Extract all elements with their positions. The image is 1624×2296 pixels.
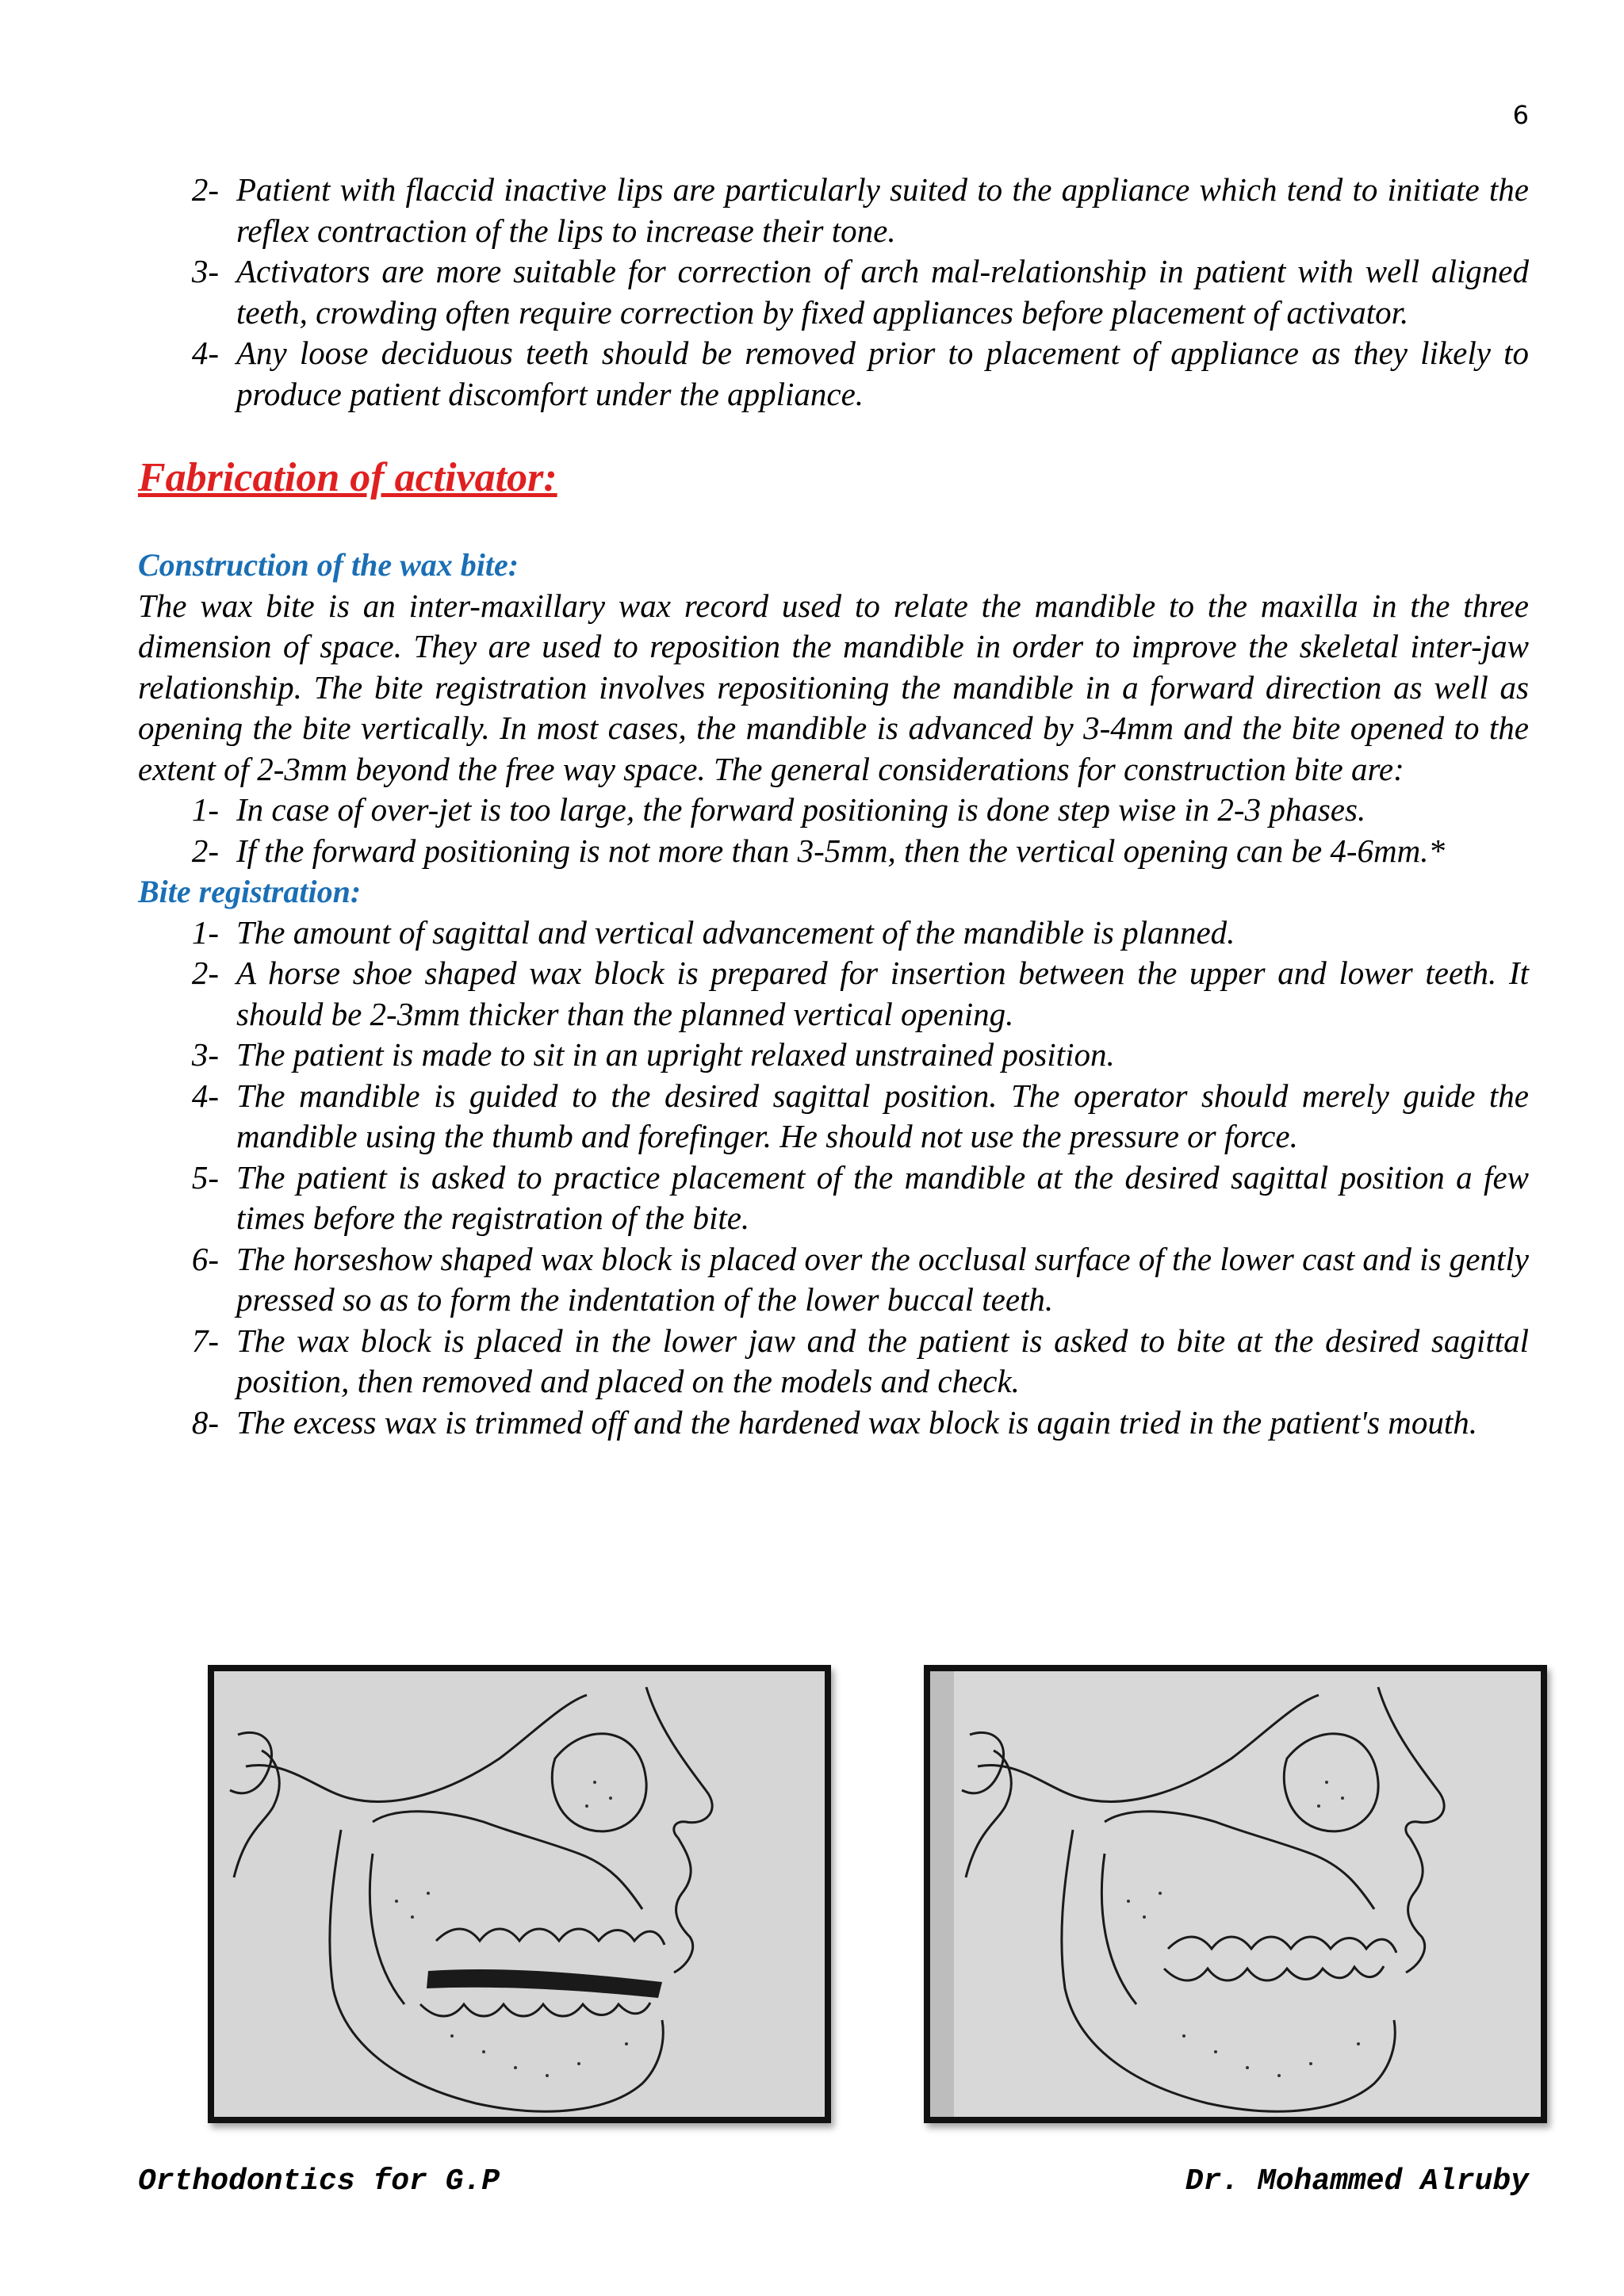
main-content	[138, 170, 1529, 1443]
list-item-number: 6-	[191, 1240, 219, 1277]
list-item-number: 3-	[191, 1036, 219, 1073]
wax-bite-heading: Construction of the wax bite:	[138, 547, 519, 583]
list-item-text: In case of over-jet is too large, the forward positioning is done step wise in 2-3 phases.	[236, 791, 1366, 828]
jaw-in-occlusion-illustration	[930, 1671, 1541, 2117]
continued-list	[138, 170, 1529, 415]
list-item	[138, 1076, 1529, 1158]
wax-bite-list	[138, 790, 1529, 871]
list-item-text: A horse shoe shaped wax block is prepared for insertion between the upper and lower teeth. It should be 2-3mm thicker than the planned vertical opening.	[236, 955, 1529, 1032]
list-item	[138, 1402, 1529, 1444]
list-item-text: The mandible is guided to the desired sagittal position. The operator should merely guide the mandible using the thumb and forefinger. He should not use the pressure or force.	[236, 1077, 1529, 1154]
list-item-text: The wax block is placed in the lower jaw and the patient is asked to bite at the desired sagittal position, then removed and placed on the models and check.	[236, 1322, 1529, 1399]
list-item	[138, 831, 1529, 872]
list-item-number: 4-	[191, 335, 219, 371]
list-item-text: The horseshow shaped wax block is placed over the occlusal surface of the lower cast and is gently pressed so as to form the indentation of the lower buccal teeth.	[236, 1240, 1529, 1318]
footer-book-title: Orthodontics for G.P	[138, 2164, 500, 2198]
list-item	[138, 1158, 1529, 1239]
list-item-text: The amount of sagittal and vertical advancement of the mandible is planned.	[236, 913, 1235, 951]
list-item-number: 5-	[191, 1158, 219, 1196]
list-item-text: Activators are more suitable for correction of arch mal-relationship in patient with well aligned teeth, crowding often require correction by fixed appliances before placement of activator.	[236, 253, 1529, 331]
bite-registration-list	[138, 913, 1529, 1444]
list-item-number: 2-	[191, 955, 219, 991]
figures-row	[0, 1665, 1624, 2133]
list-item	[138, 790, 1529, 831]
figure-jaw-with-wax-bite	[208, 1665, 831, 2123]
list-item	[138, 251, 1529, 333]
list-item-number: 4-	[191, 1077, 219, 1114]
list-item-text: The patient is made to sit in an upright relaxed unstrained position.	[236, 1036, 1115, 1073]
list-item	[138, 170, 1529, 251]
list-item	[138, 1321, 1529, 1402]
list-item-number: 3-	[191, 253, 219, 289]
list-item-number: 2-	[191, 171, 219, 208]
list-item-number: 2-	[191, 832, 219, 869]
list-item-number: 1-	[191, 913, 219, 951]
list-item-text: If the forward positioning is not more than 3-5mm, then the vertical opening can be 4-6mm.*	[236, 832, 1446, 869]
bite-registration-heading: Bite registration:	[138, 874, 362, 909]
jaw-with-wax-bite-illustration	[214, 1671, 825, 2117]
list-item	[138, 953, 1529, 1035]
list-item-text: Any loose deciduous teeth should be removed prior to placement of appliance as they likely to produce patient discomfort under the appliance.	[236, 335, 1529, 412]
list-item	[138, 333, 1529, 415]
list-item-number: 7-	[191, 1322, 219, 1359]
list-item-number: 8-	[191, 1403, 219, 1441]
page-number: 6	[1512, 100, 1529, 130]
list-item-text: Patient with flaccid inactive lips are particularly suited to the appliance which tend to initiate the reflex contraction of the lips to increase their tone.	[236, 171, 1529, 249]
page-footer	[138, 2164, 1529, 2198]
section-heading: Fabrication of activator:	[138, 455, 557, 500]
list-item-text: The excess wax is trimmed off and the hardened wax block is again tried in the patient's mouth.	[236, 1403, 1478, 1441]
wax-bite-paragraph: The wax bite is an inter-maxillary wax record used to relate the mandible to the maxilla in the three dimension of space. They are used to reposition the mandible in order to improve the skeletal inter-jaw relationship. The bite registration involves repositioning the mandible in a forward direction as well as opening the bite vertically. In most cases, the mandible is advanced by 3-4mm and the bite opened to the extent of 2-3mm beyond the free way space. The general considerations for construction bite are:	[138, 587, 1529, 787]
list-item	[138, 1035, 1529, 1076]
list-item-number: 1-	[191, 791, 219, 828]
list-item-text: The patient is asked to practice placement of the mandible at the desired sagittal position a few times before the registration of the bite.	[236, 1158, 1529, 1236]
figure-jaw-in-occlusion	[924, 1665, 1547, 2123]
list-item	[138, 1239, 1529, 1321]
footer-author: Dr. Mohammed Alruby	[1185, 2164, 1529, 2198]
list-item	[138, 913, 1529, 954]
